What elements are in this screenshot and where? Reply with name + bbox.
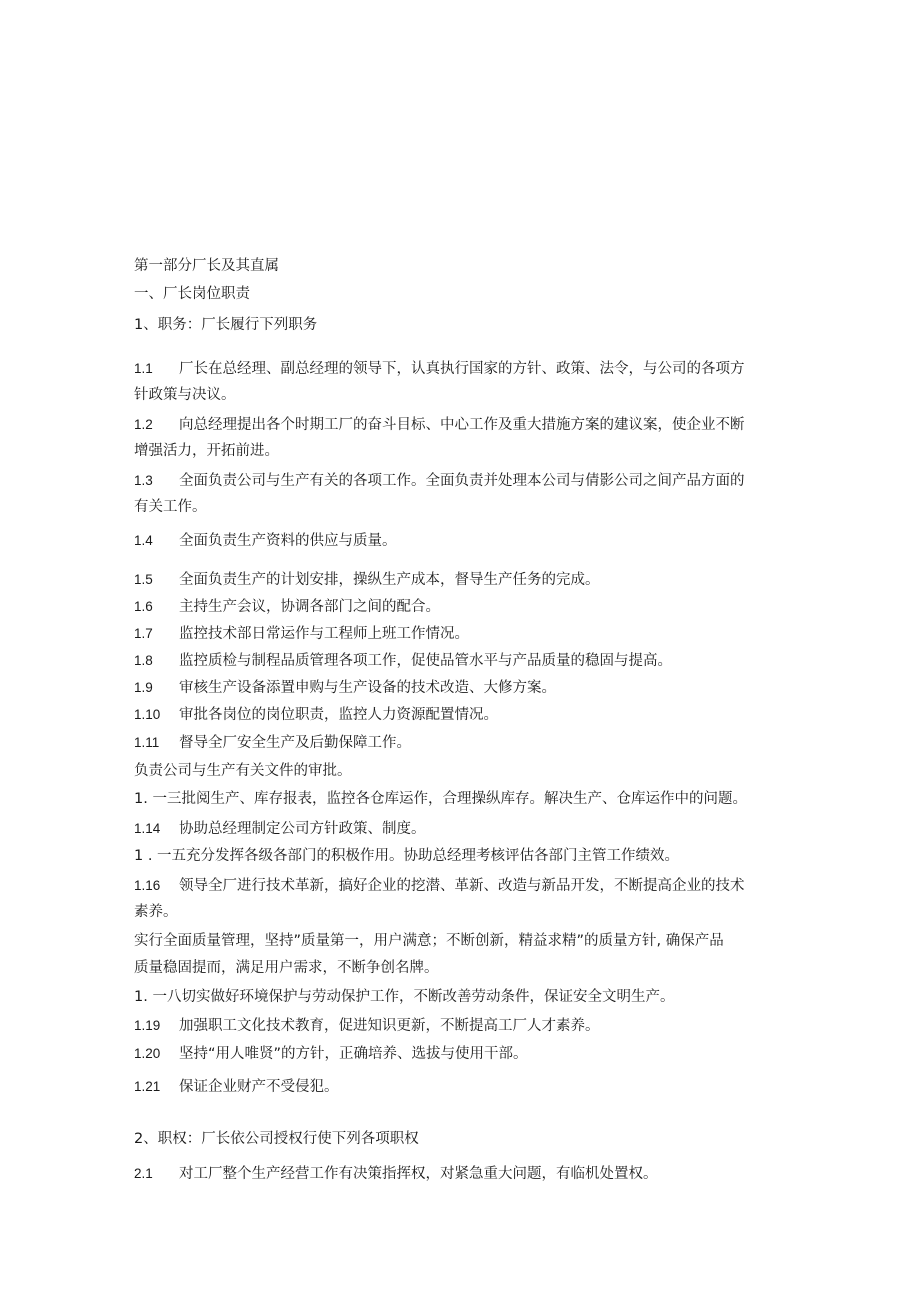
item-text: 向总经理提出各个时期工厂的奋斗目标、中心工作及重大措施方案的建议案，使企业不断 [179,417,745,433]
list-item [134,566,794,594]
item-continuation: 有关工作。 [134,499,207,515]
item-number: 1.11 [134,735,160,750]
item-number: 1.21 [134,1079,161,1094]
item-number: 1.1 [134,361,153,376]
item-text: 对工厂整个生产经营工作有决策指挥权，对紧急重大问题，有临机处置权。 [179,1166,658,1182]
part-title: 第一部分厂长及其直属 [134,258,279,274]
item-continuation: 素养。 [134,904,178,920]
item-text: 督导全厂安全生产及后勤保障工作。 [179,735,411,751]
item-text: 坚持“用人唯贤”的方针，正确培养、选拔与使用干部。 [179,1046,528,1062]
item-number: 1.7 [134,626,153,641]
item-number: 1.19 [134,1018,161,1033]
item-text: 厂长在总经理、副总经理的领导下，认真执行国家的方针、政策、法令，与公司的各项方 [179,361,745,377]
line-12: 负责公司与生产有关文件的审批。 [134,763,352,779]
list-item [134,1040,794,1068]
list-item [134,411,794,439]
item-number: 2.1 [134,1166,153,1181]
list-item [134,527,794,555]
line-18: 1. 一八切实做好环境保护与劳动保护工作，不断改善劳动条件，保证安全文明生产。 [134,989,675,1005]
list-item [134,1012,794,1040]
line-15: 1 . 一五充分发挥各级各部门的积极作用。协助总经理考核评估各部门主管工作绩效。 [134,848,680,864]
item-number: 1.4 [134,533,153,548]
item-text: 领导全厂进行技术革新，搞好企业的挖潜、革新、改造与新品开发，不断提高企业的技术 [179,878,745,894]
item-number: 1.9 [134,680,153,695]
item-number: 1.3 [134,473,153,488]
item-continuation: 针政策与决议。 [134,387,236,403]
item-text: 审批各岗位的岗位职责，监控人力资源配置情况。 [179,707,498,723]
item-text: 协助总经理制定公司方针政策、制度。 [179,821,426,837]
duties-heading: 1、职务：厂长履行下列职务 [134,317,318,333]
item-number: 1.6 [134,599,153,614]
list-item [134,1160,794,1188]
list-item [134,815,794,843]
item-number: 1.14 [134,821,161,836]
item-number: 1.2 [134,417,153,432]
list-item [134,729,794,757]
list-item [134,674,794,702]
item-continuation: 增强活力，开拓前进。 [134,443,279,459]
item-text: 监控质检与制程品质管理各项工作，促使品管水平与产品质量的稳固与提高。 [179,653,672,669]
line-17b: 质量稳固提而，满足用户需求，不断争创名牌。 [134,960,439,976]
item-number: 1.16 [134,878,161,893]
list-item [134,872,794,900]
item-number: 1.20 [134,1046,161,1061]
item-text: 主持生产会议，协调各部门之间的配合。 [179,599,440,615]
list-item [134,1073,794,1101]
section-title: 一、厂长岗位职责 [134,286,250,302]
item-text: 全面负责生产的计划安排，操纵生产成本，督导生产任务的完成。 [179,572,600,588]
item-text: 保证企业财产不受侵犯。 [179,1079,339,1095]
list-item [134,647,794,675]
item-number: 1.10 [134,707,161,722]
item-text: 加强职工文化技术教育，促进知识更新，不断提高工厂人才素养。 [179,1018,600,1034]
item-number: 1.5 [134,572,153,587]
item-number: 1.8 [134,653,153,668]
item-text: 全面负责生产资料的供应与质量。 [179,533,397,549]
list-item [134,593,794,621]
list-item [134,467,794,495]
list-item [134,701,794,729]
item-text: 全面负责公司与生产有关的各项工作。全面负责并处理本公司与倩影公司之间产品方面的 [179,473,745,489]
line-17a: 实行全面质量管理，坚持”质量第一，用户满意；不断创新，精益求精”的质量方针, 确保产品 [134,933,724,949]
line-13: 1. 一三批阅生产、库存报表，监控各仓库运作，合理操纵库存。解决生产、仓库运作中的问题。 [134,791,747,807]
list-item [134,620,794,648]
list-item [134,355,794,383]
powers-heading: 2、职权：厂长依公司授权行使下列各项职权 [134,1131,419,1147]
item-text: 监控技术部日常运作与工程师上班工作情况。 [179,626,469,642]
item-text: 审核生产设备添置申购与生产设备的技术改造、大修方案。 [179,680,556,696]
